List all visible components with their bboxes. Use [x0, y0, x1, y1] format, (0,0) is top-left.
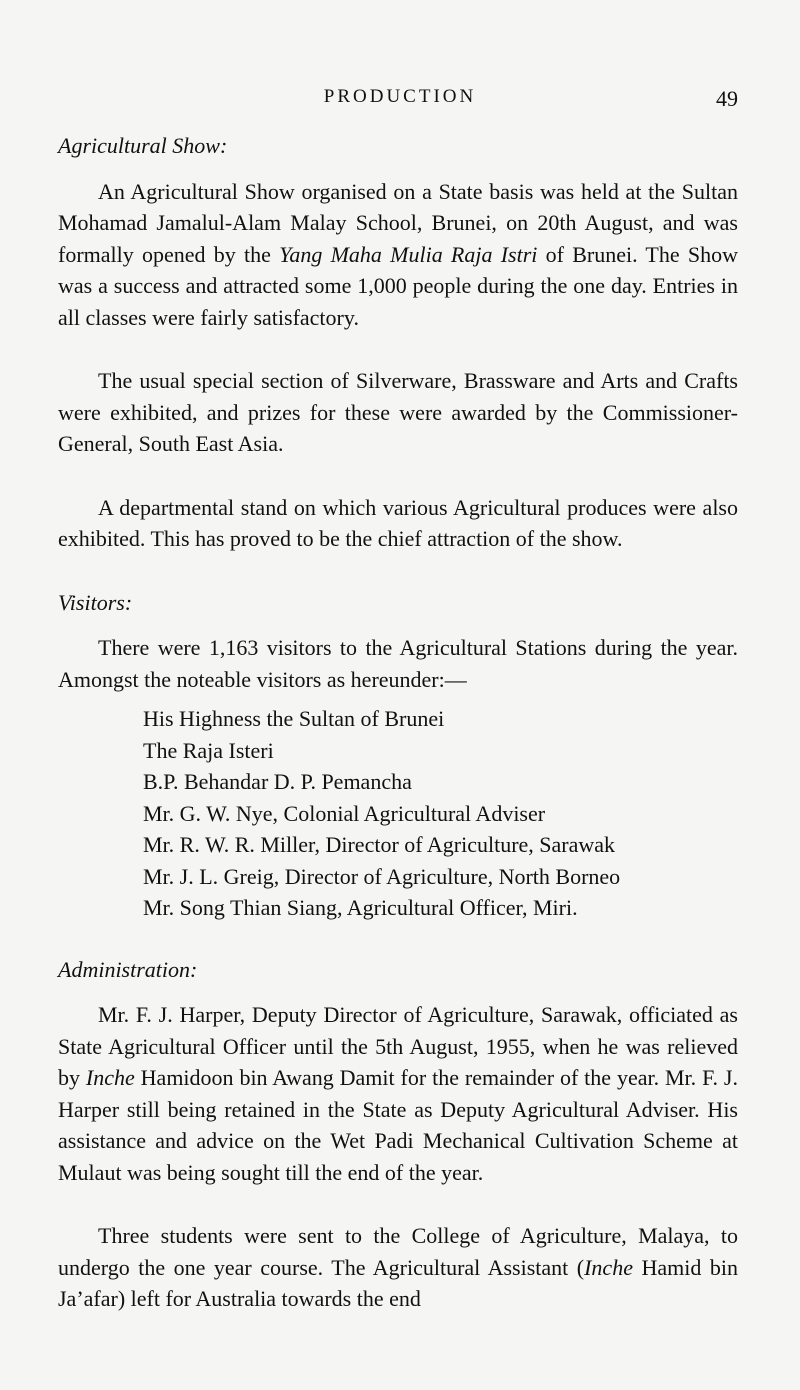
running-title: PRODUCTION: [323, 86, 477, 107]
section-heading-administration: Administration:: [58, 956, 198, 982]
emphasis-inche: Inche: [85, 1065, 135, 1090]
list-item: B.P. Behandar D. P. Pemancha: [143, 769, 412, 794]
list-item: Mr. J. L. Greig, Director of Agriculture, North Borneo: [143, 863, 621, 889]
visitor-list: [58, 703, 738, 924]
list-item: Mr. G. W. Nye, Colonial Agricultural Adviser: [143, 800, 546, 826]
administration-paragraph-1: Mr. F. J. Harper, Deputy Director of Agriculture, Sarawak, officiated as State Agricultural Officer until the 5th August, 1955, when he was relieved by Inche Hamidoon bin Awang Damit for the remainder of the year. Mr. F. J. Harper still being retained in the State as Deputy Agricultural Adviser. His assistance and advice on the Wet Padi Mechanical Cultivation Scheme at Mulaut was being sought till the end of the year.: [58, 1002, 738, 1185]
section-heading-agricultural-show: Agricultural Show:: [58, 133, 228, 158]
list-item: The Raja Isteri: [143, 737, 274, 763]
agricultural-show-paragraph-1: An Agricultural Show organised on a State basis was held at the Sultan Mohamad Jamalul-Alam Malay School, Brunei, on 20th August, and was formally opened by the Yang Maha Mulia Raja Istri of Brunei. The Show was a success and attracted some 1,000 people during the one day. Entries in all classes were fairly satisfactory.: [58, 178, 738, 330]
agricultural-show-paragraph-3: A departmental stand on which various Agricultural produces were also exhibited. This has proved to be the chief attraction of the show.: [58, 494, 738, 551]
visitors-intro-paragraph: There were 1,163 visitors to the Agricultural Stations during the year. Amongst the noteable visitors as hereunder:—: [58, 635, 738, 692]
administration-paragraph-2: Three students were sent to the College of Agriculture, Malaya, to undergo the one year course. The Agricultural Assistant (Inche Hamid bin Ja’afar) left for Australia towards the end: [58, 1223, 738, 1311]
emphasis-inche: Inche: [584, 1254, 633, 1280]
page-number: 49: [716, 86, 738, 111]
page-body: [58, 130, 738, 1315]
agricultural-show-paragraph-2: The usual special section of Silverware, Brassware and Arts and Crafts were exhibited, and prizes for these were awarded by the Commissioner-General, South East Asia.: [58, 368, 738, 456]
page-header: [60, 86, 740, 116]
section-heading-visitors: Visitors:: [58, 589, 133, 615]
list-item: His Highness the Sultan of Brunei: [143, 706, 445, 731]
emphasis-title: Yang Maha Mulia Raja Istri: [279, 241, 538, 267]
list-item: Mr. Song Thian Siang, Agricultural Officer, Miri.: [143, 895, 578, 920]
list-item: Mr. R. W. R. Miller, Director of Agriculture, Sarawak: [143, 832, 616, 857]
